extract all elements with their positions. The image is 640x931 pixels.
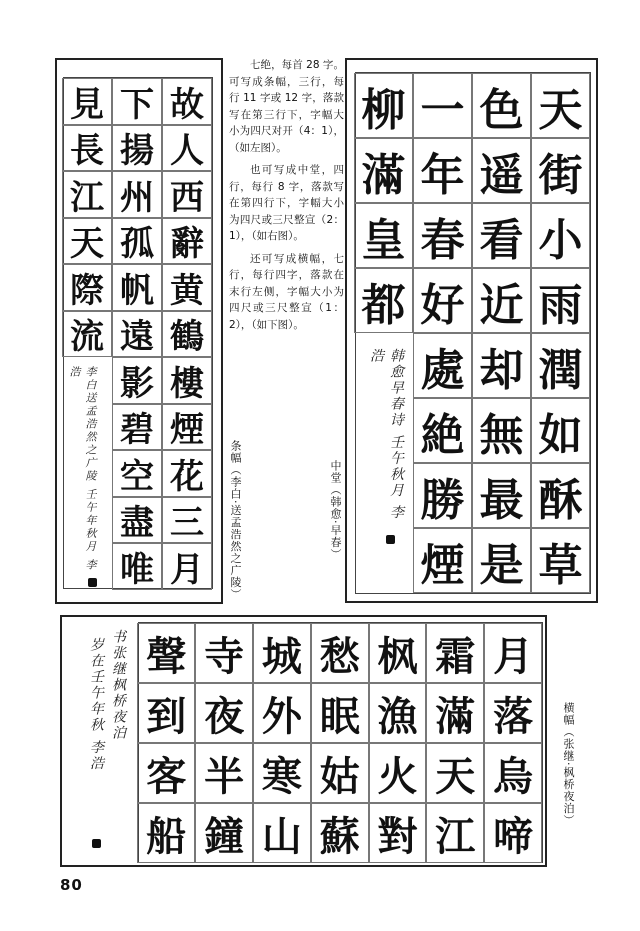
hengfu-char: 天 bbox=[426, 743, 484, 803]
hengfu-char: 到 bbox=[137, 683, 195, 743]
hengfu-char: 姑 bbox=[311, 743, 369, 803]
page-number: 80 bbox=[60, 876, 83, 894]
tiaofu-char: 月 bbox=[162, 543, 212, 590]
hengfu-char: 霜 bbox=[426, 623, 484, 683]
tiaofu-signature: 李白送孟浩然之广陵 壬午年秋月 李浩 bbox=[68, 366, 97, 572]
zhongtang-seal bbox=[386, 535, 395, 544]
hengfu-char: 寒 bbox=[253, 743, 311, 803]
hengfu-char: 外 bbox=[253, 683, 311, 743]
zhongtang-signature: 韩愈早春诗 壬午秋月 李浩 bbox=[368, 348, 404, 521]
tiaofu-char: 煙 bbox=[162, 404, 212, 451]
hengfu-char: 客 bbox=[137, 743, 195, 803]
description-paragraph: 也可写成中堂，四行，每行 8 字，落款写在第四行下，字幅大小为四尺或三尺整宣（2：1），（如右图）。 bbox=[229, 164, 344, 242]
hengfu-char: 滿 bbox=[426, 683, 484, 743]
description-paragraph: 七绝，每首 28 字。可写成条幅，三行，每行 11 字或 12 字，落款写在第三行下，字幅大小为四尺对开（4：1），（如左图）。 bbox=[229, 59, 344, 154]
zhongtang-grid bbox=[355, 72, 591, 594]
tiaofu-grid bbox=[63, 77, 213, 589]
hengfu-char: 對 bbox=[369, 803, 427, 863]
tiaofu-char: 流 bbox=[62, 311, 112, 358]
hengfu-char: 鐘 bbox=[195, 803, 253, 863]
hengfu-char: 船 bbox=[137, 803, 195, 863]
zhongtang-char: 酥 bbox=[531, 463, 590, 528]
hengfu-char: 月 bbox=[484, 623, 542, 683]
hengfu-char: 半 bbox=[195, 743, 253, 803]
tiaofu-char: 見 bbox=[62, 78, 112, 125]
hengfu-char: 聲 bbox=[137, 623, 195, 683]
zhongtang-char: 天 bbox=[531, 73, 590, 138]
tiaofu-char: 影 bbox=[112, 357, 162, 404]
zhongtang-char: 近 bbox=[472, 268, 531, 333]
tiaofu-char: 孤 bbox=[112, 218, 162, 265]
tiaofu-char: 盡 bbox=[112, 497, 162, 544]
zhongtang-char: 如 bbox=[531, 398, 590, 463]
tiaofu-panel bbox=[55, 58, 223, 604]
tiaofu-char: 長 bbox=[62, 125, 112, 172]
zhongtang-char: 無 bbox=[472, 398, 531, 463]
zhongtang-char: 小 bbox=[531, 203, 590, 268]
tiaofu-seal bbox=[88, 578, 97, 587]
description-paragraph: 还可写成横幅，七行，每行四字，落款在末行左侧，字幅大小为四尺或三尺整宣（1：2），（如下图）。 bbox=[229, 252, 344, 331]
hengfu-grid bbox=[138, 622, 543, 863]
zhongtang-char: 春 bbox=[413, 203, 472, 268]
hengfu-char: 枫 bbox=[369, 623, 427, 683]
hengfu-signature-line: 书张继枫桥夜泊 bbox=[110, 629, 126, 741]
tiaofu-char: 辭 bbox=[162, 218, 212, 265]
hengfu-char: 城 bbox=[253, 623, 311, 683]
tiaofu-char: 際 bbox=[62, 264, 112, 311]
zhongtang-char: 看 bbox=[472, 203, 531, 268]
hengfu-char: 山 bbox=[253, 803, 311, 863]
zhongtang-char: 好 bbox=[413, 268, 472, 333]
tiaofu-char: 鶴 bbox=[162, 311, 212, 358]
tiaofu-char: 帆 bbox=[112, 264, 162, 311]
hengfu-char: 啼 bbox=[484, 803, 542, 863]
tiaofu-caption: 条幅（李白·送孟浩然之广陵） bbox=[229, 440, 242, 601]
tiaofu-char: 故 bbox=[162, 78, 212, 125]
tiaofu-char: 人 bbox=[162, 125, 212, 172]
hengfu-char: 江 bbox=[426, 803, 484, 863]
zhongtang-char: 都 bbox=[354, 268, 413, 333]
zhongtang-char: 煙 bbox=[413, 528, 472, 593]
hengfu-char: 寺 bbox=[195, 623, 253, 683]
zhongtang-char: 草 bbox=[531, 528, 590, 593]
tiaofu-char: 下 bbox=[112, 78, 162, 125]
zhongtang-char: 街 bbox=[531, 138, 590, 203]
tiaofu-char: 樓 bbox=[162, 357, 212, 404]
zhongtang-char: 是 bbox=[472, 528, 531, 593]
description-text bbox=[229, 57, 344, 339]
hengfu-char: 愁 bbox=[311, 623, 369, 683]
zhongtang-char: 一 bbox=[413, 73, 472, 138]
zhongtang-char: 雨 bbox=[531, 268, 590, 333]
tiaofu-char: 碧 bbox=[112, 404, 162, 451]
zhongtang-char: 滿 bbox=[354, 138, 413, 203]
zhongtang-caption: 中堂（韩愈·早春） bbox=[329, 460, 342, 561]
zhongtang-char: 絶 bbox=[413, 398, 472, 463]
zhongtang-char: 年 bbox=[413, 138, 472, 203]
zhongtang-panel bbox=[345, 58, 598, 603]
zhongtang-char: 却 bbox=[472, 333, 531, 398]
tiaofu-char: 州 bbox=[112, 171, 162, 218]
tiaofu-char: 唯 bbox=[112, 543, 162, 590]
zhongtang-char: 最 bbox=[472, 463, 531, 528]
hengfu-char: 夜 bbox=[195, 683, 253, 743]
tiaofu-char: 空 bbox=[112, 450, 162, 497]
zhongtang-char: 勝 bbox=[413, 463, 472, 528]
hengfu-char: 漁 bbox=[369, 683, 427, 743]
tiaofu-char: 三 bbox=[162, 497, 212, 544]
tiaofu-char: 黄 bbox=[162, 264, 212, 311]
tiaofu-char: 花 bbox=[162, 450, 212, 497]
hengfu-char: 火 bbox=[369, 743, 427, 803]
tiaofu-char: 揚 bbox=[112, 125, 162, 172]
zhongtang-char: 色 bbox=[472, 73, 531, 138]
tiaofu-char: 遠 bbox=[112, 311, 162, 358]
zhongtang-char: 柳 bbox=[354, 73, 413, 138]
zhongtang-char: 遥 bbox=[472, 138, 531, 203]
tiaofu-char: 天 bbox=[62, 218, 112, 265]
hengfu-caption: 横幅（张继·枫桥夜泊） bbox=[562, 702, 575, 827]
hengfu-panel bbox=[60, 615, 547, 867]
tiaofu-char: 江 bbox=[62, 171, 112, 218]
hengfu-char: 落 bbox=[484, 683, 542, 743]
tiaofu-char: 西 bbox=[162, 171, 212, 218]
hengfu-seal bbox=[92, 839, 101, 848]
hengfu-char: 烏 bbox=[484, 743, 542, 803]
hengfu-char: 眠 bbox=[311, 683, 369, 743]
hengfu-char: 蘇 bbox=[311, 803, 369, 863]
zhongtang-char: 潤 bbox=[531, 333, 590, 398]
zhongtang-char: 處 bbox=[413, 333, 472, 398]
hengfu-signature-line: 岁在壬午年秋 李浩 bbox=[88, 637, 104, 772]
zhongtang-char: 皇 bbox=[354, 203, 413, 268]
